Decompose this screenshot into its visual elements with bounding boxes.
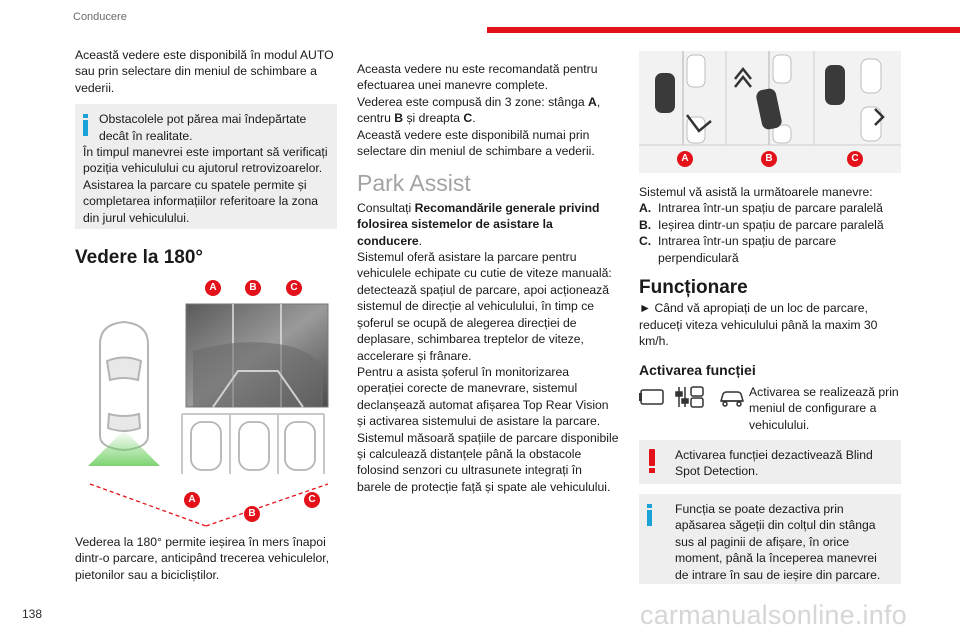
maneuver-a-illustration [655,51,711,145]
green-cone [88,430,160,466]
maneuver-label-a: A [677,151,693,167]
figure-label-b: B [245,280,261,296]
park-assist-body-2: Pentru a asista șoferul în monitorizarea operației corecte de manevrare, sistemul declanșează automat afișarea Top Rear Vision și activarea sistemului de asistare la parcare. [357,364,609,429]
view-zone-lines [90,484,328,526]
warning-text: Activarea funcției dezactivează Blind Spot Detection. [675,448,873,479]
section-heading-functionare: Funcționare [639,277,748,299]
park-assist-body-1: Sistemul oferă asistare la parcare pentru vehiculele echipate cu cutie de viteze manuală: detectează spațiul de parcare, apoi acționează sistemul de direcție al vehiculului, în timp ce șoferul se ocupă de alegerea direcției de deplasare, schimbarea treptelor de viteze, accelerare și frânare. [357,250,612,363]
info-icon [647,504,652,526]
functionare-paragraph: ► Când vă apropiați de un loc de parcare, reduceți viteza vehiculului până la maxim 30 km/h. [639,301,878,349]
note-line-2: În timpul manevrei este important să verificați poziția vehiculului cu ajutorul retrovizoarelor. [83,145,328,176]
note-line-1: Obstacolele pot părea mai îndepărtate decât în realitate. [99,112,307,143]
maneuver-item-c: C. Intrarea într-un spațiu de parcare perpendiculară [639,234,837,265]
figure-caption-180 [75,534,337,583]
info-deactivation-text: Funcția se poate dezactiva prin apăsarea săgeții din colțul din stânga sus al paginii de afișare, în orice moment, până la începerea manevrei de intrare în sau de ieșire din parcare. [675,502,881,582]
view-note-paragraph: Aceasta vedere nu este recomandată pentru efectuarea unei manevre complete. [357,62,598,93]
figure-label-b-bottom: B [244,506,260,522]
maneuver-label-b: B [761,151,777,167]
caption-text: Vederea la 180° permite ieșirea în mers înapoi dintr-o parcare, anticipând trecerea vehiculelor, pietonilor sau a bicicliștilor. [75,535,330,582]
column-middle [357,61,619,495]
header-accent-bar [487,27,960,33]
info-note-deactivation [639,494,901,584]
maneuver-label-c: C [847,151,863,167]
column-left [75,47,337,267]
page-number: 138 [22,607,43,621]
figure-label-a-bottom: A [184,492,200,508]
vehicle-settings-icons [639,384,744,410]
warning-icon [649,449,655,473]
maneuver-item-a: A. Intrarea într-un spațiu de parcare paralelă [639,201,883,216]
consult-paragraph: Consultați Recomandările generale privind folosirea sistemelor de asistare la conducere. [357,200,600,248]
figure-180-illustration [78,276,338,528]
maneuver-item-b: B. Ieșirea dintr-un spațiu de parcare paralelă [639,217,884,232]
watermark: carmanualsonline.info [640,600,907,630]
section-heading-park-assist: Park Assist [357,170,471,197]
zones-paragraph: Vederea este compusă din 3 zone: stânga A, centru B și dreapta C. [357,94,601,126]
car-settings-icon [721,392,743,406]
maneuver-c-illustration [825,59,883,141]
figure-label-a: A [205,280,221,296]
availability-paragraph: Această vedere este disponibilă numai prin selectare din meniul de schimbare a vederii. [357,127,595,159]
figure-180-view [78,276,338,528]
column-right [639,184,901,584]
activation-text: Activarea se realizează prin meniul de configurare a vehiculului. [749,385,899,432]
warning-note [639,440,901,484]
figure-label-c: C [286,280,302,296]
figure-park-assist-maneuvers [639,51,901,173]
maneuvers-intro: Sistemul vă asistă la următoarele manevre: [639,185,873,199]
intro-paragraph: Această vedere este disponibilă în modul AUTO sau prin selectare din meniul de schimbare a vederii. [75,48,334,95]
info-note [75,104,337,229]
touchscreen-icon [639,390,663,404]
info-icon [83,114,88,136]
subheading-activare: Activarea funcției [639,361,756,378]
running-header: Conducere [73,11,127,23]
maneuver-b-illustration [735,51,791,145]
figure-label-c-bottom: C [304,492,320,508]
activation-row [639,384,901,432]
section-heading-180: Vedere la 180° [75,247,204,269]
park-assist-body-3: Sistemul măsoară spațiile de parcare disponibile și calculează distanțele până la obstacole folosind senzori cu ultrasunete integrați în barele de protecție față și spate ale vehiculului. [357,430,619,494]
note-line-3: Asistarea la parcare cu spatele permite și completarea informațiilor referitoare la zona din jurul vehiculului. [83,177,319,225]
settings-controls-icon [676,387,703,407]
